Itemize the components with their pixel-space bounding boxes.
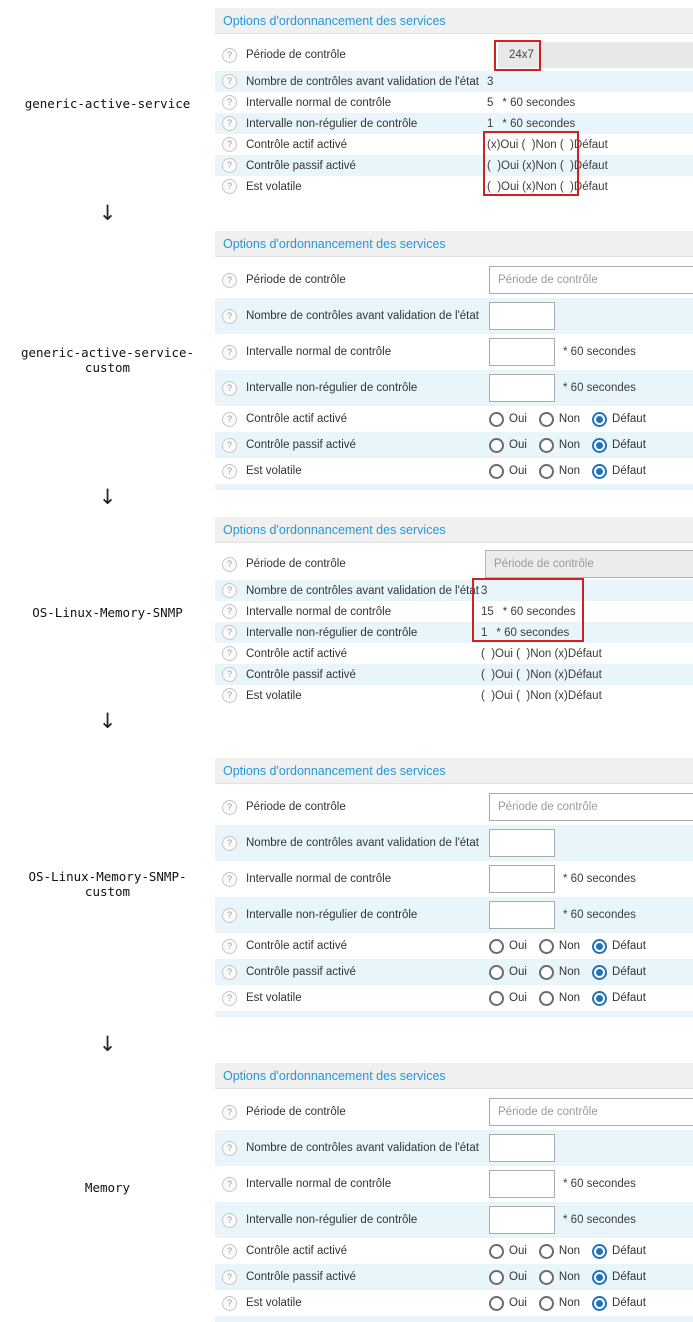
option-row-volatile <box>215 685 693 706</box>
radio-icon[interactable] <box>539 1244 554 1259</box>
radio-icon[interactable] <box>539 412 554 427</box>
help-icon[interactable]: ? <box>222 158 237 173</box>
help-icon[interactable]: ? <box>222 908 237 923</box>
help-icon[interactable]: ? <box>222 74 237 89</box>
option-label: Intervalle non-régulier de contrôle <box>246 382 418 394</box>
option-row-active-checks-enabled <box>215 933 693 959</box>
help-icon[interactable]: ? <box>222 179 237 194</box>
option-value <box>489 262 693 298</box>
passive-checks-enabled-radio-oui[interactable] <box>489 1270 527 1285</box>
panel-section-header <box>215 517 693 543</box>
option-row-max-check-attempts <box>215 298 693 334</box>
max-check-attempts-value: 3 <box>481 584 488 597</box>
normal-check-interval-value: 5 <box>487 96 494 109</box>
flow-down-arrow-icon: ↓ <box>98 201 117 225</box>
radio-option-label[interactable]: Défaut <box>612 992 646 1004</box>
panel-section-header <box>215 8 693 34</box>
help-icon[interactable]: ? <box>222 273 237 288</box>
option-label: Période de contrôle <box>246 274 346 286</box>
radio-option-label[interactable]: Non <box>558 439 581 451</box>
radio-icon[interactable] <box>539 1296 554 1311</box>
option-row-passive-checks-enabled <box>215 1264 693 1290</box>
volatile-radio-non[interactable] <box>539 991 580 1006</box>
option-value <box>487 113 575 134</box>
panel-OS-Linux-Memory-SNMP-custom <box>215 758 693 1017</box>
value-unit-label: * 60 secondes <box>563 1178 636 1190</box>
volatile-value: ( )Oui ( )Non (x)Défaut <box>481 689 602 702</box>
radio-option-label[interactable]: Défaut <box>612 413 646 425</box>
radio-selected-icon[interactable] <box>592 991 607 1006</box>
help-icon[interactable]: ? <box>222 1270 237 1285</box>
option-row-passive-checks-enabled <box>215 432 693 458</box>
passive-checks-enabled-radio-non[interactable] <box>539 965 580 980</box>
option-row-retry-check-interval <box>215 897 693 933</box>
option-value <box>489 1130 555 1166</box>
check-period-value: 24x7 <box>509 49 534 61</box>
normal-check-interval-input[interactable] <box>489 1170 555 1198</box>
radio-option-label[interactable]: Oui <box>509 1245 527 1257</box>
option-row-active-checks-enabled <box>215 1238 693 1264</box>
option-label: Nombre de contrôles avant validation de l'état <box>246 310 479 322</box>
help-icon[interactable]: ? <box>222 1141 237 1156</box>
flow-down-arrow-icon: ↓ <box>98 1032 117 1056</box>
option-label: Intervalle normal de contrôle <box>246 873 392 885</box>
option-row-normal-check-interval <box>215 601 693 622</box>
help-icon[interactable]: ? <box>222 309 237 324</box>
option-row-normal-check-interval <box>215 861 693 897</box>
radio-option-label[interactable]: Défaut <box>612 1245 646 1257</box>
check-period-input <box>485 550 693 578</box>
radio-option-label[interactable]: Oui <box>509 1271 527 1283</box>
service-template-label: OS-Linux-Memory-SNMP <box>32 605 183 620</box>
option-row-check-period <box>215 262 693 298</box>
option-value <box>489 406 658 432</box>
help-icon[interactable]: ? <box>222 800 237 815</box>
help-icon[interactable]: ? <box>222 836 237 851</box>
option-value <box>487 92 575 113</box>
active-checks-enabled-radio-non[interactable] <box>539 1244 580 1259</box>
radio-icon[interactable] <box>489 1296 504 1311</box>
value-unit-label: * 60 secondes <box>563 346 636 358</box>
option-row-check-period <box>215 789 693 825</box>
option-row-active-checks-enabled <box>215 134 693 155</box>
radio-icon[interactable] <box>489 464 504 479</box>
value-unit-label: * 60 secondes <box>502 117 576 130</box>
radio-option-label[interactable]: Non <box>558 1271 581 1283</box>
radio-selected-icon[interactable] <box>592 412 607 427</box>
option-label: Intervalle normal de contrôle <box>246 1178 392 1190</box>
panel-section-header <box>215 758 693 784</box>
radio-option-label[interactable]: Oui <box>509 940 527 952</box>
radio-option-label[interactable]: Défaut <box>612 1271 646 1283</box>
option-row-passive-checks-enabled <box>215 155 693 176</box>
flow-down-arrow-icon: ↓ <box>98 709 117 733</box>
radio-icon[interactable] <box>539 1270 554 1285</box>
panel-section-header <box>215 231 693 257</box>
option-row-max-check-attempts <box>215 71 693 92</box>
option-value <box>487 155 608 176</box>
option-row-active-checks-enabled <box>215 643 693 664</box>
help-icon[interactable]: ? <box>222 1296 237 1311</box>
help-icon[interactable]: ? <box>222 464 237 479</box>
volatile-radio-oui[interactable] <box>489 1296 527 1311</box>
radio-icon[interactable] <box>539 939 554 954</box>
option-value <box>489 959 658 985</box>
active-checks-enabled-radio-oui[interactable] <box>489 412 527 427</box>
radio-option-label[interactable]: Non <box>558 940 581 952</box>
passive-checks-enabled-radio-non[interactable] <box>539 1270 580 1285</box>
active-checks-enabled-radio-defaut[interactable] <box>592 412 646 427</box>
service-template-label: Memory <box>84 1180 131 1195</box>
radio-icon[interactable] <box>489 939 504 954</box>
option-value <box>485 548 693 580</box>
option-label: Intervalle non-régulier de contrôle <box>246 626 418 639</box>
option-label: Intervalle non-régulier de contrôle <box>246 909 418 921</box>
panel-title: Options d'ordonnancement des services <box>223 763 446 778</box>
option-label: Intervalle normal de contrôle <box>246 605 392 618</box>
help-icon[interactable]: ? <box>222 625 237 640</box>
retry-check-interval-value: 1 <box>487 117 494 130</box>
option-row-retry-check-interval <box>215 1202 693 1238</box>
help-icon[interactable]: ? <box>222 688 237 703</box>
passive-checks-enabled-value: ( )Oui (x)Non ( )Défaut <box>487 159 608 172</box>
passive-checks-enabled-radio-oui[interactable] <box>489 438 527 453</box>
volatile-value: ( )Oui (x)Non ( )Défaut <box>487 180 608 193</box>
active-checks-enabled-radio-defaut[interactable] <box>592 1244 646 1259</box>
option-row-max-check-attempts <box>215 580 693 601</box>
active-checks-enabled-radio-non[interactable] <box>539 939 580 954</box>
max-check-attempts-input[interactable] <box>489 302 555 330</box>
help-icon[interactable]: ? <box>222 646 237 661</box>
check-period-input[interactable] <box>489 1098 693 1126</box>
panel-OS-Linux-Memory-SNMP <box>215 517 693 706</box>
radio-icon[interactable] <box>489 991 504 1006</box>
option-row-volatile <box>215 1290 693 1316</box>
help-icon[interactable]: ? <box>222 438 237 453</box>
option-row-check-period <box>215 548 693 580</box>
option-row-volatile <box>215 176 693 197</box>
option-label: Intervalle non-régulier de contrôle <box>246 117 418 130</box>
radio-option-label[interactable]: Défaut <box>612 940 646 952</box>
check-period-input[interactable] <box>489 793 693 821</box>
option-value <box>481 643 602 664</box>
service-template-label: generic-active-service <box>24 96 191 111</box>
active-checks-enabled-radio-oui[interactable] <box>489 939 527 954</box>
option-label: Contrôle actif activé <box>246 940 347 952</box>
normal-check-interval-value: 15 <box>481 605 494 618</box>
option-row-normal-check-interval <box>215 1166 693 1202</box>
help-icon[interactable]: ? <box>222 557 237 572</box>
radio-icon[interactable] <box>489 412 504 427</box>
help-icon[interactable]: ? <box>222 381 237 396</box>
option-value <box>489 334 636 370</box>
option-value <box>481 580 487 601</box>
check-period-input[interactable] <box>489 266 693 294</box>
radio-option-label[interactable]: Oui <box>509 992 527 1004</box>
option-value <box>487 134 608 155</box>
help-icon[interactable]: ? <box>222 48 237 63</box>
option-value <box>489 933 658 959</box>
active-checks-enabled-radio-defaut[interactable] <box>592 939 646 954</box>
radio-option-label[interactable]: Non <box>558 966 581 978</box>
next-row-partial <box>215 1011 693 1017</box>
radio-selected-icon[interactable] <box>592 1270 607 1285</box>
help-icon[interactable]: ? <box>222 965 237 980</box>
option-label: Période de contrôle <box>246 1106 346 1118</box>
option-label: Nombre de contrôles avant validation de l'état <box>246 1142 479 1154</box>
help-icon[interactable]: ? <box>222 667 237 682</box>
help-icon[interactable]: ? <box>222 872 237 887</box>
radio-option-label[interactable]: Non <box>558 1297 581 1309</box>
help-icon[interactable]: ? <box>222 1177 237 1192</box>
passive-checks-enabled-radio-defaut[interactable] <box>592 1270 646 1285</box>
radio-selected-icon[interactable] <box>592 464 607 479</box>
value-unit-label: * 60 secondes <box>563 1214 636 1226</box>
max-check-attempts-value: 3 <box>487 75 494 88</box>
value-unit-label: * 60 secondes <box>563 873 636 885</box>
option-label: Contrôle actif activé <box>246 1245 347 1257</box>
panel-title: Options d'ordonnancement des services <box>223 13 446 28</box>
option-label: Nombre de contrôles avant validation de l'état <box>246 837 479 849</box>
option-label: Est volatile <box>246 992 302 1004</box>
option-value <box>489 985 658 1011</box>
option-row-volatile <box>215 458 693 484</box>
value-unit-label: * 60 secondes <box>502 605 576 618</box>
volatile-radio-non[interactable] <box>539 1296 580 1311</box>
radio-icon[interactable] <box>489 1270 504 1285</box>
radio-option-label[interactable]: Oui <box>509 966 527 978</box>
panel-title: Options d'ordonnancement des services <box>223 236 446 251</box>
radio-icon[interactable] <box>539 965 554 980</box>
help-icon[interactable]: ? <box>222 1244 237 1259</box>
option-row-volatile <box>215 985 693 1011</box>
max-check-attempts-input[interactable] <box>489 829 555 857</box>
active-checks-enabled-value: (x)Oui ( )Non ( )Défaut <box>487 138 608 151</box>
option-row-max-check-attempts <box>215 1130 693 1166</box>
option-value <box>489 1094 693 1130</box>
option-label: Période de contrôle <box>246 801 346 813</box>
normal-check-interval-input[interactable] <box>489 338 555 366</box>
option-value <box>489 458 658 484</box>
passive-checks-enabled-radio-defaut[interactable] <box>592 965 646 980</box>
option-value <box>489 432 658 458</box>
normal-check-interval-input[interactable] <box>489 865 555 893</box>
radio-icon[interactable] <box>489 438 504 453</box>
volatile-radio-non[interactable] <box>539 464 580 479</box>
help-icon[interactable]: ? <box>222 345 237 360</box>
value-unit-label: * 60 secondes <box>502 96 576 109</box>
option-value <box>487 176 608 197</box>
radio-option-label[interactable]: Défaut <box>612 966 646 978</box>
panel-title: Options d'ordonnancement des services <box>223 522 446 537</box>
option-label: Période de contrôle <box>246 558 346 570</box>
help-icon[interactable]: ? <box>222 1213 237 1228</box>
radio-option-label[interactable]: Oui <box>509 413 527 425</box>
active-checks-enabled-radio-non[interactable] <box>539 412 580 427</box>
radio-selected-icon[interactable] <box>592 1244 607 1259</box>
option-value <box>489 861 636 897</box>
option-label: Nombre de contrôles avant validation de l'état <box>246 584 479 597</box>
option-value <box>489 370 636 406</box>
retry-check-interval-value: 1 <box>481 626 488 639</box>
option-label: Période de contrôle <box>246 49 346 61</box>
radio-option-label[interactable]: Non <box>558 1245 581 1257</box>
option-label: Est volatile <box>246 689 302 702</box>
value-unit-label: * 60 secondes <box>496 626 570 639</box>
option-label: Est volatile <box>246 465 302 477</box>
option-label: Contrôle actif activé <box>246 647 347 660</box>
option-row-retry-check-interval <box>215 622 693 643</box>
radio-option-label[interactable]: Oui <box>509 1297 527 1309</box>
option-label: Intervalle normal de contrôle <box>246 96 392 109</box>
option-row-retry-check-interval <box>215 113 693 134</box>
help-icon[interactable]: ? <box>222 939 237 954</box>
panel-generic-active-service <box>215 8 693 197</box>
radio-selected-icon[interactable] <box>592 438 607 453</box>
volatile-radio-defaut[interactable] <box>592 1296 646 1311</box>
radio-selected-icon[interactable] <box>592 939 607 954</box>
option-row-retry-check-interval <box>215 370 693 406</box>
flow-down-arrow-icon: ↓ <box>98 485 117 509</box>
value-unit-label: * 60 secondes <box>563 909 636 921</box>
help-icon[interactable]: ? <box>222 1105 237 1120</box>
volatile-radio-defaut[interactable] <box>592 991 646 1006</box>
help-icon[interactable]: ? <box>222 991 237 1006</box>
panel-generic-active-service-custom <box>215 231 693 490</box>
option-row-normal-check-interval <box>215 92 693 113</box>
option-label: Contrôle passif activé <box>246 439 356 451</box>
radio-icon[interactable] <box>539 991 554 1006</box>
active-checks-enabled-value: ( )Oui ( )Non (x)Défaut <box>481 647 602 660</box>
option-value <box>489 789 693 825</box>
option-label: Nombre de contrôles avant validation de l'état <box>246 75 479 88</box>
retry-check-interval-input[interactable] <box>489 901 555 929</box>
radio-option-label[interactable]: Défaut <box>612 1297 646 1309</box>
option-value <box>481 664 602 685</box>
option-row-check-period <box>215 1094 693 1130</box>
volatile-radio-oui[interactable] <box>489 991 527 1006</box>
option-row-normal-check-interval <box>215 334 693 370</box>
help-icon[interactable]: ? <box>222 137 237 152</box>
option-row-passive-checks-enabled <box>215 959 693 985</box>
service-template-label: OS-Linux-Memory-SNMP-custom <box>28 869 187 899</box>
passive-checks-enabled-radio-non[interactable] <box>539 438 580 453</box>
option-label: Est volatile <box>246 1297 302 1309</box>
radio-icon[interactable] <box>489 1244 504 1259</box>
option-label: Contrôle passif activé <box>246 966 356 978</box>
radio-selected-icon[interactable] <box>592 1296 607 1311</box>
option-value <box>498 39 693 71</box>
option-row-active-checks-enabled <box>215 406 693 432</box>
retry-check-interval-input[interactable] <box>489 374 555 402</box>
value-unit-label: * 60 secondes <box>563 382 636 394</box>
radio-option-label[interactable]: Défaut <box>612 465 646 477</box>
help-icon[interactable]: ? <box>222 116 237 131</box>
next-row-partial <box>215 484 693 490</box>
radio-option-label[interactable]: Oui <box>509 439 527 451</box>
option-label: Contrôle passif activé <box>246 159 356 172</box>
help-icon[interactable]: ? <box>222 412 237 427</box>
option-value <box>481 685 602 706</box>
option-value <box>489 897 636 933</box>
active-checks-enabled-radio-oui[interactable] <box>489 1244 527 1259</box>
option-value <box>489 1238 658 1264</box>
radio-option-label[interactable]: Défaut <box>612 439 646 451</box>
option-value <box>489 825 555 861</box>
option-value <box>489 1166 636 1202</box>
option-label: Est volatile <box>246 180 302 193</box>
option-row-passive-checks-enabled <box>215 664 693 685</box>
radio-icon[interactable] <box>539 438 554 453</box>
check-period-readonly-field <box>498 42 693 68</box>
service-template-label: generic-active-service-custom <box>20 345 195 375</box>
help-icon[interactable]: ? <box>222 95 237 110</box>
option-label: Contrôle actif activé <box>246 138 347 151</box>
option-value <box>481 601 576 622</box>
option-label: Intervalle non-régulier de contrôle <box>246 1214 418 1226</box>
max-check-attempts-input[interactable] <box>489 1134 555 1162</box>
panel-section-header <box>215 1063 693 1089</box>
option-row-max-check-attempts <box>215 825 693 861</box>
option-label: Contrôle actif activé <box>246 413 347 425</box>
option-value <box>489 298 555 334</box>
retry-check-interval-input[interactable] <box>489 1206 555 1234</box>
option-label: Intervalle normal de contrôle <box>246 346 392 358</box>
option-value <box>481 622 569 643</box>
passive-checks-enabled-radio-oui[interactable] <box>489 965 527 980</box>
volatile-radio-defaut[interactable] <box>592 464 646 479</box>
volatile-radio-oui[interactable] <box>489 464 527 479</box>
radio-icon[interactable] <box>489 965 504 980</box>
radio-option-label[interactable]: Non <box>558 992 581 1004</box>
help-icon[interactable]: ? <box>222 583 237 598</box>
option-value <box>489 1264 658 1290</box>
option-row-check-period <box>215 39 693 71</box>
passive-checks-enabled-value: ( )Oui ( )Non (x)Défaut <box>481 668 602 681</box>
option-label: Contrôle passif activé <box>246 1271 356 1283</box>
option-value <box>489 1290 658 1316</box>
panel-Memory <box>215 1063 693 1322</box>
panel-title: Options d'ordonnancement des services <box>223 1068 446 1083</box>
option-label: Contrôle passif activé <box>246 668 356 681</box>
option-value <box>487 71 493 92</box>
radio-option-label[interactable]: Non <box>558 465 581 477</box>
radio-option-label[interactable]: Non <box>558 413 581 425</box>
radio-icon[interactable] <box>539 464 554 479</box>
radio-option-label[interactable]: Oui <box>509 465 527 477</box>
radio-selected-icon[interactable] <box>592 965 607 980</box>
option-value <box>489 1202 636 1238</box>
help-icon[interactable]: ? <box>222 604 237 619</box>
passive-checks-enabled-radio-defaut[interactable] <box>592 438 646 453</box>
